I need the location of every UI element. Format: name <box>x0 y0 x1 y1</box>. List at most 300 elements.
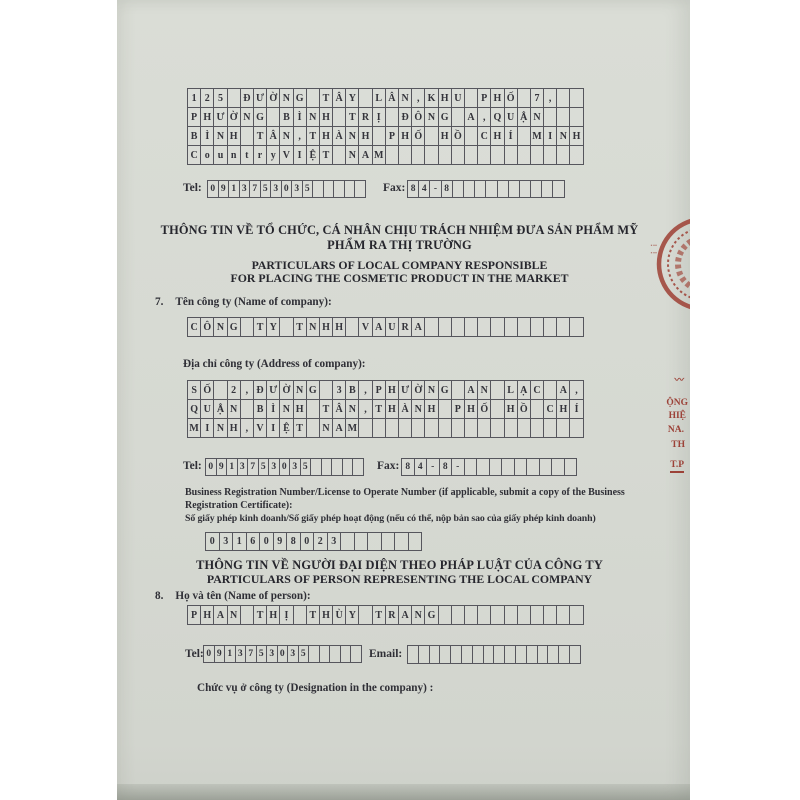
grid-cell: 1 <box>232 532 247 551</box>
grid-cell <box>543 317 557 337</box>
tel-number-grid <box>207 180 366 198</box>
grid-cell: , <box>293 126 307 146</box>
grid-cell <box>501 458 515 476</box>
grid-cell: Ờ <box>227 107 241 127</box>
grid-cell <box>381 532 396 551</box>
grid-cell: Ô <box>411 107 425 127</box>
grid-cell: 3 <box>287 645 299 663</box>
grid-row <box>187 605 584 625</box>
grid-cell: - <box>426 458 440 476</box>
grid-cell: C <box>543 399 557 419</box>
grid-cell: C <box>187 145 201 165</box>
grid-cell: C <box>187 317 201 337</box>
grid-cell: N <box>530 107 544 127</box>
grid-cell: H <box>200 605 214 625</box>
grid-cell: Ù <box>332 605 346 625</box>
grid-row <box>407 180 565 198</box>
grid-cell: H <box>266 605 280 625</box>
grid-cell: Ị <box>372 107 386 127</box>
grid-cell: Ậ <box>517 107 531 127</box>
grid-cell: A <box>332 418 346 438</box>
grid-row <box>205 458 364 476</box>
grid-cell: N <box>398 88 412 108</box>
grid-cell: L <box>372 88 386 108</box>
grid-cell <box>372 126 386 146</box>
grid-cell: N <box>424 380 438 400</box>
grid-cell <box>569 317 583 337</box>
grid-cell <box>332 107 346 127</box>
grid-cell <box>424 317 438 337</box>
grid-cell <box>569 418 583 438</box>
grid-cell: Ố <box>411 126 425 146</box>
grid-cell: M <box>345 418 359 438</box>
grid-cell: Â <box>332 399 346 419</box>
grid-cell: T <box>253 605 267 625</box>
grid-cell: Ậ <box>213 399 227 419</box>
grid-cell <box>569 88 583 108</box>
grid-cell: 5 <box>298 645 310 663</box>
heading-line: THÔNG TIN VỀ TỔ CHỨC, CÁ NHÂN CHỊU TRÁCH NHIỆM ĐƯA SẢN PHẨM MỸ <box>160 223 639 237</box>
item-text: Tên công ty (Name of company): <box>175 296 332 308</box>
grid-cell <box>464 145 478 165</box>
grid-cell: G <box>306 380 320 400</box>
grid-cell: n <box>227 145 241 165</box>
grid-cell <box>358 88 372 108</box>
tel-label: Tel: <box>183 460 202 472</box>
grid-cell <box>464 88 478 108</box>
grid-cell: N <box>411 399 425 419</box>
person-section-heading-en: PARTICULARS OF PERSON REPRESENTING THE LOCAL COMPANY <box>206 572 593 586</box>
grid-cell: 0 <box>300 532 315 551</box>
grid-cell <box>569 107 583 127</box>
red-stamp-fragment: 〰 <box>674 376 684 386</box>
grid-cell: P <box>187 107 201 127</box>
grid-cell: N <box>279 88 293 108</box>
grid-cell: A <box>556 380 570 400</box>
grid-cell: 9 <box>218 180 230 198</box>
grid-cell: 0 <box>203 645 215 663</box>
grid-cell: H <box>385 399 399 419</box>
grid-cell: 7 <box>530 88 544 108</box>
designation-label: Chức vụ ở công ty (Designation in the company) : <box>197 682 434 694</box>
grid-cell: Ị <box>279 605 293 625</box>
grid-cell <box>530 317 544 337</box>
grid-cell <box>556 418 570 438</box>
grid-cell: A <box>372 317 386 337</box>
grid-cell: Ư <box>213 107 227 127</box>
grid-cell <box>543 145 557 165</box>
grid-cell: 3 <box>268 458 280 476</box>
grid-cell: 3 <box>327 532 342 551</box>
grid-cell <box>319 380 333 400</box>
grid-cell: Ờ <box>279 380 293 400</box>
grid-cell: Y <box>345 88 359 108</box>
grid-cell <box>438 399 452 419</box>
grid-cell: 2 <box>200 88 214 108</box>
item-text: Họ và tên (Name of person): <box>175 590 311 602</box>
grid-cell: Ố <box>200 380 214 400</box>
grid-cell: , <box>240 380 254 400</box>
grid-cell: Í <box>569 399 583 419</box>
grid-cell <box>424 418 438 438</box>
grid-cell <box>490 605 504 625</box>
grid-cell <box>556 107 570 127</box>
grid-cell: 3 <box>239 180 251 198</box>
grid-cell: N <box>345 145 359 165</box>
grid-cell <box>411 418 425 438</box>
item-number: 7. <box>155 296 164 308</box>
grid-cell: H <box>385 380 399 400</box>
grid-cell: N <box>345 126 359 146</box>
grid-cell <box>490 418 504 438</box>
seal-side-text: ⋮⋮ <box>650 242 657 257</box>
grid-cell: N <box>424 107 438 127</box>
grid-cell <box>464 317 478 337</box>
grid-cell: C <box>477 126 491 146</box>
grid-cell: Q <box>490 107 504 127</box>
grid-cell: 0 <box>259 532 274 551</box>
grid-cell: T <box>253 126 267 146</box>
grid-cell: R <box>398 317 412 337</box>
field-7-company-name-label <box>155 296 332 308</box>
grid-cell: G <box>438 380 452 400</box>
grid-cell: V <box>279 145 293 165</box>
grid-cell: N <box>477 380 491 400</box>
grid-cell <box>476 458 490 476</box>
grid-cell: o <box>200 145 214 165</box>
grid-cell <box>551 458 565 476</box>
grid-cell <box>543 107 557 127</box>
grid-cell: G <box>293 88 307 108</box>
grid-cell: H <box>464 399 478 419</box>
grid-cell: 3 <box>237 458 249 476</box>
fax-number-grid <box>407 180 565 198</box>
grid-cell: N <box>306 317 320 337</box>
company-address-label: Địa chỉ công ty (Address of company): <box>183 358 366 370</box>
grid-cell: H <box>490 88 504 108</box>
scanned-form-page <box>117 0 690 800</box>
grid-cell <box>408 532 423 551</box>
grid-cell: R <box>358 107 372 127</box>
grid-cell <box>569 605 583 625</box>
grid-cell: 5 <box>258 458 270 476</box>
grid-cell: 8 <box>441 180 453 198</box>
company-section-heading-vi <box>127 223 672 252</box>
grid-cell: H <box>319 107 333 127</box>
grid-cell: H <box>227 126 241 146</box>
grid-cell <box>306 88 320 108</box>
grid-cell: 1 <box>228 180 240 198</box>
grid-cell <box>451 418 465 438</box>
grid-cell: 9 <box>214 645 226 663</box>
business-reg-vi-line: Số giấy phép kinh doanh/Số giấy phép hoạt động (nếu có thể, nộp bản sao của giấy phép kinh doanh) <box>185 513 596 524</box>
grid-cell: , <box>411 88 425 108</box>
person-tel-grid <box>203 645 362 663</box>
grid-cell: Đ <box>398 107 412 127</box>
grid-cell <box>394 532 409 551</box>
grid-cell <box>385 107 399 127</box>
heading-line: PHẨM RA THỊ TRƯỜNG <box>327 237 472 252</box>
grid-cell: 8 <box>439 458 453 476</box>
grid-row <box>187 88 584 108</box>
grid-cell: , <box>569 380 583 400</box>
grid-cell: , <box>543 88 557 108</box>
grid-cell <box>477 418 491 438</box>
grid-row <box>203 645 362 663</box>
business-registration-label <box>185 486 665 526</box>
grid-cell: P <box>372 380 386 400</box>
grid-cell: Đ <box>253 380 267 400</box>
grid-cell <box>306 418 320 438</box>
grid-cell <box>517 317 531 337</box>
grid-cell <box>504 317 518 337</box>
grid-cell <box>556 317 570 337</box>
grid-cell: 1 <box>226 458 238 476</box>
grid-cell: , <box>358 399 372 419</box>
company-fax-grid <box>401 458 577 476</box>
grid-cell: 4 <box>418 180 430 198</box>
tel-label: Tel: <box>185 648 204 660</box>
grid-cell: N <box>213 126 227 146</box>
grid-cell <box>240 605 254 625</box>
person-name-grid <box>187 605 584 625</box>
grid-cell <box>517 88 531 108</box>
grid-cell: H <box>569 126 583 146</box>
red-stamp-fragment: TH <box>671 440 685 450</box>
grid-cell: Ì <box>200 126 214 146</box>
grid-cell <box>358 605 372 625</box>
fax-label: Fax: <box>377 460 400 472</box>
grid-cell: G <box>227 317 241 337</box>
grid-cell <box>552 180 564 198</box>
grid-cell: A <box>464 107 478 127</box>
grid-cell <box>477 605 491 625</box>
grid-cell: 5 <box>300 458 312 476</box>
grid-cell: H <box>398 126 412 146</box>
grid-cell: B <box>279 107 293 127</box>
grid-cell <box>451 107 465 127</box>
grid-cell: 3 <box>291 180 303 198</box>
grid-cell <box>424 126 438 146</box>
grid-cell <box>530 145 544 165</box>
grid-cell <box>451 145 465 165</box>
grid-cell: S <box>187 380 201 400</box>
field-8-person-name-label <box>155 590 311 602</box>
grid-cell <box>350 645 362 663</box>
grid-cell: C <box>530 380 544 400</box>
grid-cell <box>358 418 372 438</box>
grid-cell <box>438 145 452 165</box>
grid-cell <box>398 145 412 165</box>
grid-cell: N <box>227 605 241 625</box>
grid-cell <box>213 380 227 400</box>
grid-cell: M <box>530 126 544 146</box>
grid-cell: A <box>411 317 425 337</box>
grid-cell <box>477 145 491 165</box>
grid-cell: I <box>293 145 307 165</box>
company-section-heading-en <box>127 259 672 285</box>
grid-cell: 3 <box>219 532 234 551</box>
grid-cell: 0 <box>205 458 217 476</box>
grid-cell: 5 <box>256 645 268 663</box>
grid-cell: 2 <box>313 532 328 551</box>
grid-cell: G <box>424 605 438 625</box>
grid-cell: 3 <box>289 458 301 476</box>
grid-cell: Ệ <box>279 418 293 438</box>
grid-cell <box>385 418 399 438</box>
grid-cell <box>464 605 478 625</box>
grid-cell: Ì <box>293 107 307 127</box>
grid-cell: N <box>306 107 320 127</box>
grid-cell <box>504 145 518 165</box>
grid-cell: N <box>556 126 570 146</box>
grid-cell <box>332 145 346 165</box>
grid-cell <box>398 418 412 438</box>
grid-cell: A <box>464 380 478 400</box>
grid-cell: Ố <box>504 88 518 108</box>
grid-cell: Ô <box>200 317 214 337</box>
grid-cell: H <box>227 418 241 438</box>
grid-cell <box>477 317 491 337</box>
grid-cell <box>451 380 465 400</box>
grid-cell: Ờ <box>411 380 425 400</box>
grid-cell <box>352 458 364 476</box>
grid-cell: N <box>279 126 293 146</box>
grid-cell: Ồ <box>517 399 531 419</box>
grid-cell: P <box>477 88 491 108</box>
grid-cell: 7 <box>247 458 259 476</box>
company-address-grid <box>187 380 584 438</box>
grid-cell: Ố <box>477 399 491 419</box>
item-number: 8. <box>155 590 164 602</box>
grid-cell <box>372 418 386 438</box>
grid-cell: - <box>429 180 441 198</box>
grid-cell <box>240 317 254 337</box>
grid-cell: H <box>424 399 438 419</box>
grid-cell: H <box>319 605 333 625</box>
grid-cell: 3 <box>270 180 282 198</box>
red-stamp-fragment: NA. <box>667 425 684 435</box>
grid-cell <box>517 145 531 165</box>
grid-cell: H <box>438 126 452 146</box>
red-stamp-fragment: HIỆ <box>668 411 686 421</box>
grid-cell: V <box>358 317 372 337</box>
grid-row <box>187 107 584 127</box>
grid-cell: U <box>200 399 214 419</box>
grid-cell <box>556 88 570 108</box>
grid-cell: Ồ <box>451 126 465 146</box>
grid-row <box>187 418 584 438</box>
grid-cell: 5 <box>302 180 314 198</box>
grid-cell: 5 <box>260 180 272 198</box>
grid-cell <box>517 418 531 438</box>
grid-cell: U <box>451 88 465 108</box>
grid-cell: H <box>200 107 214 127</box>
grid-cell: U <box>385 317 399 337</box>
grid-cell <box>279 317 293 337</box>
grid-cell: H <box>332 317 346 337</box>
grid-cell: H <box>358 126 372 146</box>
grid-cell: 6 <box>246 532 261 551</box>
grid-cell: 9 <box>273 532 288 551</box>
grid-cell: H <box>319 126 333 146</box>
grid-cell: Q <box>187 399 201 419</box>
grid-cell: 0 <box>279 458 291 476</box>
grid-cell: B <box>253 399 267 419</box>
grid-cell <box>489 458 503 476</box>
grid-cell: t <box>240 145 254 165</box>
grid-cell <box>539 458 553 476</box>
grid-cell: , <box>477 107 491 127</box>
grid-cell: G <box>253 107 267 127</box>
grid-cell: 7 <box>245 645 257 663</box>
grid-cell <box>293 605 307 625</box>
grid-cell: 1 <box>224 645 236 663</box>
grid-cell <box>354 180 366 198</box>
grid-cell: L <box>504 380 518 400</box>
grid-cell: N <box>345 399 359 419</box>
grid-cell <box>490 317 504 337</box>
grid-cell: P <box>451 399 465 419</box>
grid-cell <box>504 605 518 625</box>
grid-cell: 8 <box>286 532 301 551</box>
grid-cell: 5 <box>213 88 227 108</box>
grid-cell: 8 <box>407 180 419 198</box>
grid-cell: Y <box>266 317 280 337</box>
grid-cell: N <box>213 418 227 438</box>
grid-cell: Â <box>266 126 280 146</box>
grid-cell: N <box>319 418 333 438</box>
grid-cell: 0 <box>281 180 293 198</box>
grid-cell: 2 <box>227 380 241 400</box>
grid-cell: M <box>187 418 201 438</box>
grid-row <box>187 399 584 419</box>
grid-cell <box>526 458 540 476</box>
grid-cell <box>504 418 518 438</box>
grid-cell: P <box>187 605 201 625</box>
grid-cell: 1 <box>187 88 201 108</box>
grid-cell: A <box>213 605 227 625</box>
grid-cell: y <box>266 145 280 165</box>
grid-row <box>407 645 581 664</box>
red-stamp-fragment: ỘNG <box>666 398 688 408</box>
grid-row <box>187 145 584 165</box>
grid-cell: H <box>556 399 570 419</box>
fax-label: Fax: <box>383 182 406 194</box>
person-section-heading-vi: THÔNG TIN VỀ NGƯỜI ĐẠI DIỆN THEO PHÁP LUẬT CỦA CÔNG TY <box>196 558 603 572</box>
grid-cell <box>438 605 452 625</box>
grid-cell <box>564 458 578 476</box>
business-reg-en-line: Registration Certificate): <box>185 500 293 511</box>
grid-cell <box>340 532 355 551</box>
grid-cell <box>438 317 452 337</box>
grid-cell: 4 <box>414 458 428 476</box>
grid-cell: I <box>266 418 280 438</box>
grid-cell: I <box>200 418 214 438</box>
grid-cell: , <box>240 418 254 438</box>
grid-cell: H <box>319 317 333 337</box>
grid-cell: r <box>253 145 267 165</box>
grid-cell: N <box>227 399 241 419</box>
grid-cell <box>490 399 504 419</box>
grid-cell <box>514 458 528 476</box>
grid-cell: N <box>293 380 307 400</box>
grid-cell: T <box>253 317 267 337</box>
grid-cell: U <box>504 107 518 127</box>
grid-cell: T <box>372 605 386 625</box>
person-email-grid <box>407 645 581 664</box>
grid-cell <box>556 605 570 625</box>
